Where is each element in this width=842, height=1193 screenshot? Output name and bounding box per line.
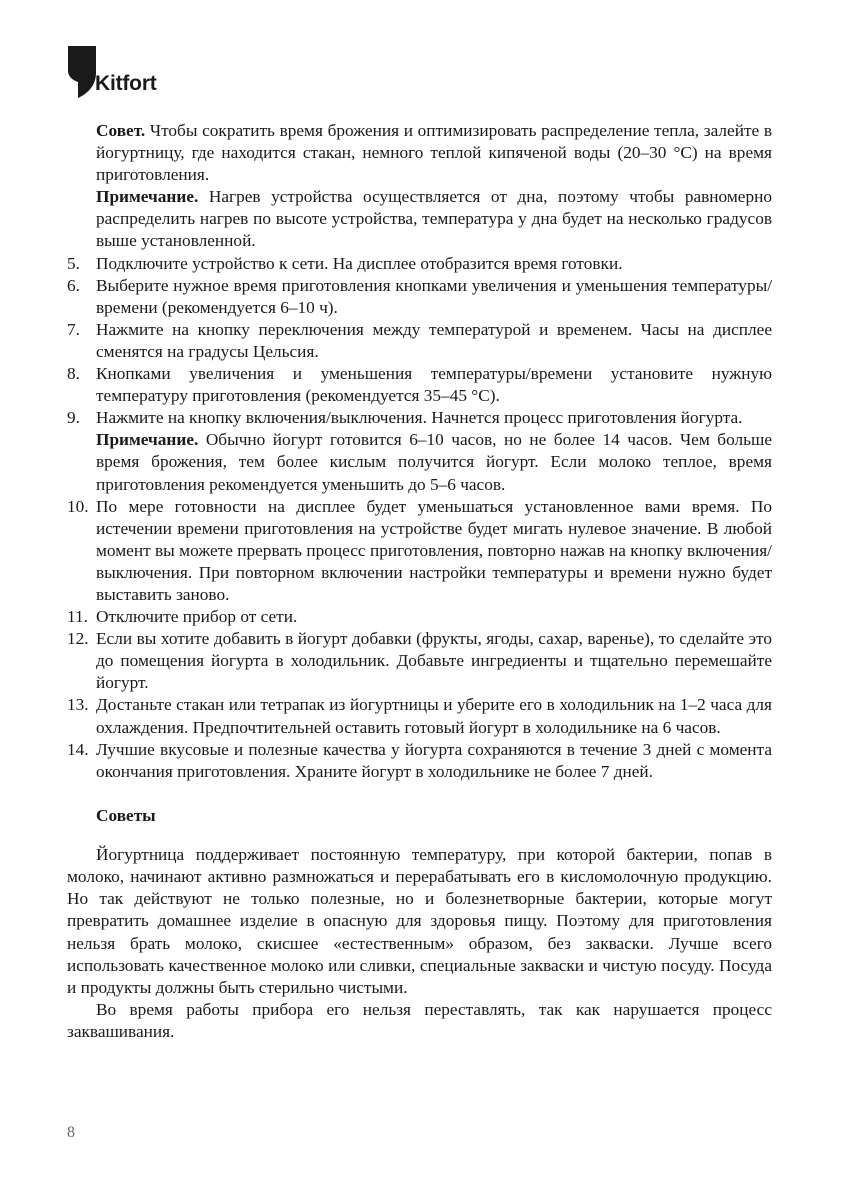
note-paragraph: [67, 186, 772, 252]
list-item-number: 13.: [67, 695, 89, 715]
note-paragraph: [67, 429, 772, 495]
list-item-text: Отключите прибор от сети.: [96, 607, 298, 627]
list-item-number: 14.: [67, 739, 89, 759]
list-item: [67, 496, 772, 606]
page-number: 8: [67, 1124, 75, 1141]
paragraph-label: Примечание.: [96, 430, 199, 450]
list-item-number: 9.: [67, 408, 80, 428]
list-item-text: Нажмите на кнопку переключения между температурой и временем. Часы на дисплее сменятся на градусы Цельсия.: [96, 319, 772, 361]
list-item: [67, 606, 772, 628]
list-item-text: Выберите нужное время приготовления кнопками увеличения и уменьшения температуры/времени (рекомендуется 6–10 ч).: [96, 275, 772, 317]
list-item: [67, 275, 772, 319]
list-item-text: Подключите устройство к сети. На дисплее отобразится время готовки.: [96, 253, 623, 273]
list-item-text: Нажмите на кнопку включения/выключения. Начнется процесс приготовления йогурта.: [96, 408, 743, 428]
list-item-number: 10.: [67, 496, 89, 516]
kitfort-logo-icon: [68, 46, 96, 98]
body-paragraph: Йогуртница поддерживает постоянную температуру, при которой бактерии, попав в молоко, начинают активно размножаться и перерабатывать его в кисломолочную продукцию. Но так действуют не только полезные, но и болезнетворные бактерии, которые могут превратить домашнее изделие в опасную для здоровья пищу. Поэтому для приготовления нельзя брать молоко, скисшее «естественным» образом, без закваски. Лучше всего использовать качественное молоко или сливки, специальные закваски и чистую посуду. Посуда и продукты должны быть стерильно чистыми.: [67, 845, 772, 997]
list-item: [67, 363, 772, 407]
paragraph-text: Чтобы сократить время брожения и оптимизировать распределение тепла, залейте в йогуртницу, где находится стакан, немного теплой кипяченой воды (20–30 °C) на время приготовления.: [96, 121, 772, 185]
section-heading: Советы: [96, 805, 156, 825]
list-item: [67, 407, 772, 429]
list-item: [67, 253, 772, 275]
list-item-text: Достаньте стакан или тетрапак из йогуртницы и уберите его в холодильник на 1–2 часа для охлаждения. Предпочтительней оставить готовый йогурт в холодильнике на 6 часов.: [96, 695, 772, 737]
tip-paragraph: [67, 120, 772, 186]
list-item: [67, 628, 772, 694]
list-item: [67, 694, 772, 738]
list-item-number: 7.: [67, 319, 80, 339]
paragraph-label: Примечание.: [96, 187, 199, 207]
list-item-text: Если вы хотите добавить в йогурт добавки (фрукты, ягоды, сахар, варенье), то сделайте это до помещения йогурта в холодильник. Добавьте ингредиенты и тщательно перемешайте йогурт.: [96, 629, 772, 693]
body-paragraph: Во время работы прибора его нельзя переставлять, так как нарушается процесс заквашивания.: [67, 999, 772, 1041]
list-item-text: По мере готовности на дисплее будет уменьшаться установленное вами время. По истечении времени приготовления на устройстве будет мигать нулевое значение. В любой момент вы можете прервать процесс приготовления, повторно нажав на кнопку включения/выключения. При повторном включении настройки температуры и времени нужно будет выставить заново.: [96, 496, 772, 604]
paragraph-text: Обычно йогурт готовится 6–10 часов, но не более 14 часов. Чем больше время брожения, тем более кислым получится йогурт. Если молоко теплое, время приготовления рекомендуется уменьшить до 5–6 часов.: [96, 430, 772, 494]
list-item-number: 12.: [67, 629, 89, 649]
paragraph-text: Нагрев устройства осуществляется от дна, поэтому чтобы равномерно распределить нагрев по высоте устройства, температура у дна будет на несколько градусов выше установленной.: [96, 187, 772, 251]
list-item-number: 5.: [67, 253, 80, 273]
list-item: [67, 739, 772, 783]
list-item-text: Кнопками увеличения и уменьшения температуры/времени установите нужную температуру приготовления (рекомендуется 35–45 °C).: [96, 364, 772, 406]
list-item-number: 8.: [67, 364, 80, 384]
list-item-number: 11.: [67, 607, 88, 627]
paragraph-label: Совет.: [96, 121, 146, 140]
brand-logo: [68, 46, 157, 98]
list-item: [67, 319, 772, 363]
list-item-number: 6.: [67, 275, 80, 295]
instructions-content: [67, 120, 772, 1043]
list-item-text: Лучшие вкусовые и полезные качества у йогурта сохраняются в течение 3 дней с момента окончания приготовления. Храните йогурт в холодильнике не более 7 дней.: [96, 739, 772, 781]
brand-name: Kitfort: [95, 72, 157, 95]
